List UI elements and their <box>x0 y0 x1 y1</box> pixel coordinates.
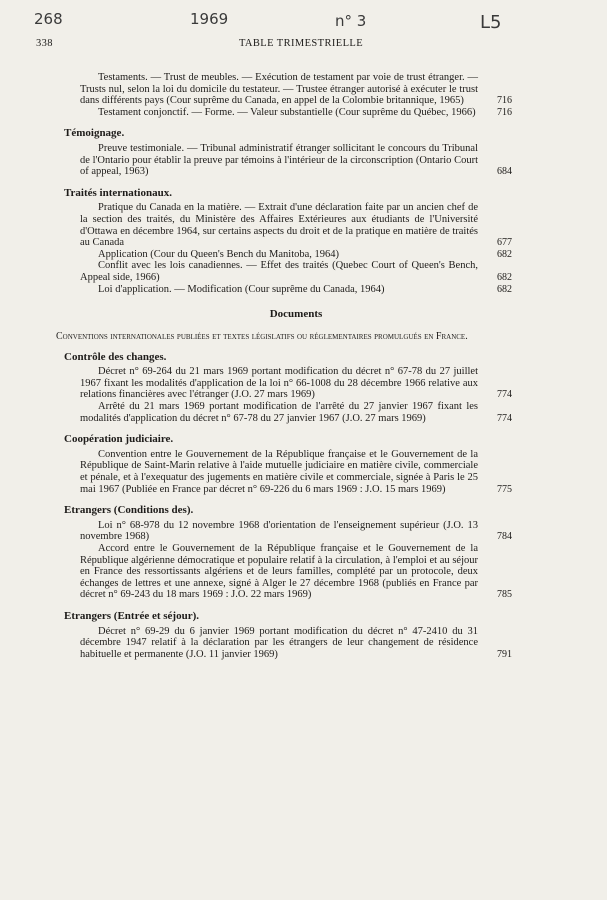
handwritten-note-left: 268 <box>34 10 63 28</box>
entry-page-ref: 682 <box>497 271 512 283</box>
page-number: 338 <box>36 38 53 49</box>
entry-page-ref: 677 <box>497 237 512 249</box>
entry-text: Décret n° 69-29 du 6 janvier 1969 portant modification du décret n° 47-2410 du 31 décembre 1947 relatif à la déclaration par les étrangers de leur changement de résidence habituelle et permanente (J.O. 11 janvier 1969) <box>80 625 478 660</box>
entry-text: Accord entre le Gouvernement de la République française et le Gouvernement de la République algérienne démocratique et populaire relatif à la circulation, à l'emploi et au séjour en France des ressortissants algériens et de leurs familles, complété par un protocole, deux échanges de lettres et une annexe, signé à Alger le 27 décembre 1968 (publiés en France par décret n° 69-243 du 18 mars 1969 : J.O. 22 mars 1969) <box>80 543 478 601</box>
entry-text: Conflit avec les lois canadiennes. — Effet des traités (Quebec Court of Queen's Bench, Appeal side, 1966) <box>80 260 478 283</box>
entry-page-ref: 682 <box>497 283 512 295</box>
entry-page-ref: 716 <box>497 106 512 118</box>
page-header <box>36 38 566 52</box>
entry-text: Pratique du Canada en la matière. — Extrait d'une déclaration faite par un ancien chef de la section des traités, du Ministère des Affaires Extérieures aux étudiants de l'Université d'Ottawa en décembre 1964, sur certains aspects du droit et de la pratique en matière de traités au Canada <box>80 202 478 249</box>
entry-page-ref: 775 <box>497 483 512 495</box>
index-entry <box>80 449 512 495</box>
index-entry <box>80 260 512 283</box>
section-heading: Contrôle des changes. <box>64 350 167 363</box>
entry-page-ref: 682 <box>497 248 512 260</box>
documents-title: Documents <box>269 308 323 321</box>
section-heading: Traités internationaux. <box>64 186 172 199</box>
index-entry <box>80 626 512 661</box>
entry-text: Arrêté du 21 mars 1969 portant modification de l'arrêté du 27 janvier 1967 fixant les modalités d'application du décret n° 67-78 du 27 janvier 1967 (J.O. 27 mars 1969) <box>80 401 478 424</box>
index-entry <box>80 107 512 119</box>
entry-page-ref: 791 <box>497 648 512 660</box>
entry-page-ref: 684 <box>497 166 512 178</box>
index-entry <box>80 366 512 401</box>
handwritten-note-right: L5 <box>480 12 502 33</box>
section-heading: Coopération judiciaire. <box>64 433 174 446</box>
section-heading: Etrangers (Conditions des). <box>64 504 194 517</box>
entry-text: Loi n° 68-978 du 12 novembre 1968 d'orientation de l'enseignement supérieur (J.O. 13 novembre 1968) <box>80 519 478 543</box>
documents-subtitle: Conventions internationales publiées et textes législatifs ou réglementaires promulgués en France. <box>56 330 468 342</box>
index-entry <box>80 284 512 296</box>
entry-text: Preuve testimoniale. — Tribunal administratif étranger sollicitant le concours du Tribunal de l'Ontario pour établir la preuve par témoins à l'intérieur de la circonscription (Ontario Court of appeal, 1963) <box>80 142 478 178</box>
entry-text: Loi d'application. — Modification (Cour suprême du Canada, 1964) <box>98 283 385 295</box>
entry-text: Testaments. — Trust de meubles. — Exécution de testament par voie de trust étranger. — Trusts nul, selon la loi du domicile du testateur. — Trustee étranger autorisé à exécuter le trust dans différents pays (Cour suprême du Canada, en appel de la Colombie britannique, 1965) <box>80 72 478 107</box>
section-heading: Etrangers (Entrée et séjour). <box>64 609 200 622</box>
index-entry <box>80 520 512 543</box>
running-title: TABLE TRIMESTRIELLE <box>238 38 364 49</box>
index-entry <box>80 249 512 261</box>
handwritten-note-number: n° 3 <box>335 12 367 30</box>
index-entry <box>80 543 512 601</box>
index-body <box>56 72 512 660</box>
handwritten-note-year: 1969 <box>190 10 229 28</box>
entry-text: Testament conjonctif. — Forme. — Valeur substantielle (Cour suprême du Québec, 1966) <box>98 106 476 118</box>
index-entry <box>80 72 512 107</box>
entry-page-ref: 784 <box>497 531 512 543</box>
entry-page-ref: 785 <box>497 589 512 601</box>
entry-page-ref: 716 <box>497 95 512 107</box>
entry-text: Convention entre le Gouvernement de la République française et le Gouvernement de la République de Saint-Marin relative à l'aide mutuelle judiciaire en matière civile, commerciale et pénale, et à l'exequatur des jugements en matière civile et commerciale, signée à Paris le 25 mai 1967 (Publiée en France par décret n° 69-226 du 6 mars 1969 : J.O. 15 mars 1969) <box>80 448 478 495</box>
entry-page-ref: 774 <box>497 412 512 424</box>
entry-text: Application (Cour du Queen's Bench du Manitoba, 1964) <box>98 248 340 260</box>
index-entry <box>80 401 512 424</box>
section-heading: Témoignage. <box>64 127 125 140</box>
entry-text: Décret n° 69-264 du 21 mars 1969 portant modification du décret n° 67-78 du 27 juillet 1967 fixant les modalités d'application de la loi n° 66-1008 du 28 décembre 1966 relative aux relations financières avec l'étranger (J.O. 27 mars 1969) <box>80 366 478 401</box>
index-entry <box>80 202 512 248</box>
entry-page-ref: 774 <box>497 389 512 401</box>
index-entry <box>80 143 512 178</box>
